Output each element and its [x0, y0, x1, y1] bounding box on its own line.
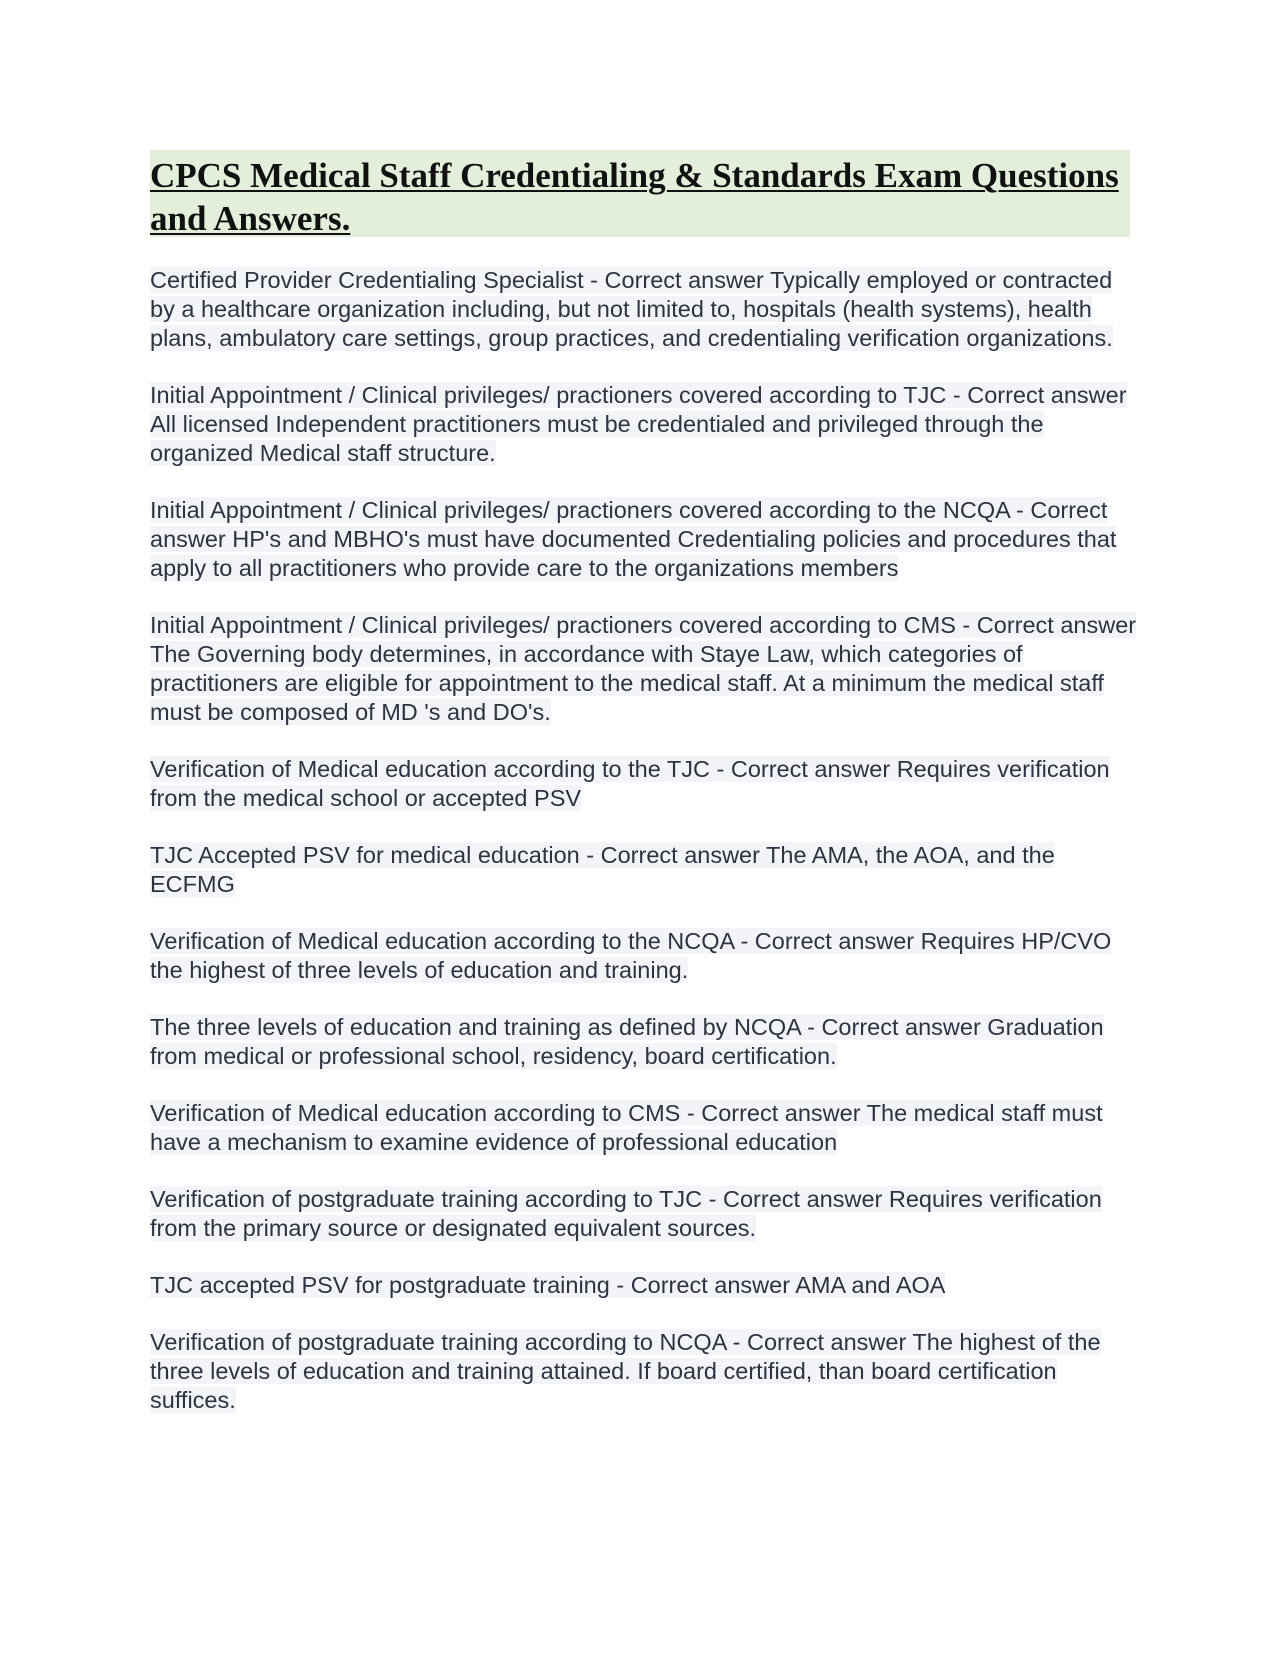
- qa-item: [150, 1328, 1140, 1415]
- qa-text: Certified Provider Credentialing Specialist - Correct answer Typically employed or contracted by a healthcare organization including, but not limited to, hospitals (health systems), health plans, ambulatory care settings, group practices, and credentialing verification organizations.: [150, 267, 1113, 351]
- qa-item: [150, 841, 1140, 899]
- qa-text: Initial Appointment / Clinical privileges/ practioners covered according to TJC - Correct answer All licensed Independent practitioners must be credentialed and privileged through the organized Medical staff structure.: [150, 382, 1127, 466]
- qa-item: [150, 1099, 1140, 1157]
- qa-text: Verification of postgraduate training according to TJC - Correct answer Requires verification from the primary source or designated equivalent sources.: [150, 1186, 1102, 1241]
- qa-item: [150, 611, 1140, 727]
- qa-item: [150, 381, 1140, 468]
- qa-text: Initial Appointment / Clinical privileges/ practioners covered according to the NCQA - Correct answer HP's and MBHO's must have documented Credentialing policies and procedures that apply to all practitioners who provide care to the organizations members: [150, 497, 1117, 581]
- qa-text: Verification of Medical education according to CMS - Correct answer The medical staff must have a mechanism to examine evidence of professional education: [150, 1100, 1103, 1155]
- qa-text: Verification of Medical education according to the NCQA - Correct answer Requires HP/CVO the highest of three levels of education and training.: [150, 928, 1112, 983]
- qa-item: [150, 496, 1140, 583]
- qa-item: [150, 1013, 1140, 1071]
- qa-item: [150, 755, 1140, 813]
- qa-item: [150, 1185, 1140, 1243]
- qa-text: The three levels of education and training as defined by NCQA - Correct answer Graduation from medical or professional school, residency, board certification.: [150, 1014, 1104, 1069]
- qa-item: [150, 266, 1140, 353]
- qa-item: [150, 1271, 1140, 1300]
- qa-text: Verification of Medical education according to the TJC - Correct answer Requires verification from the medical school or accepted PSV: [150, 756, 1110, 811]
- qa-text: TJC accepted PSV for postgraduate training - Correct answer AMA and AOA: [150, 1272, 946, 1298]
- document-title: CPCS Medical Staff Credentialing & Standards Exam Questions and Answers.: [150, 156, 1119, 238]
- qa-item: [150, 927, 1140, 985]
- qa-text: TJC Accepted PSV for medical education - Correct answer The AMA, the AOA, and the ECFMG: [150, 842, 1055, 897]
- qa-text: Verification of postgraduate training according to NCQA - Correct answer The highest of the three levels of education and training attained. If board certified, than board certification suffices.: [150, 1329, 1101, 1413]
- title-highlight: [150, 150, 1130, 237]
- qa-list: [150, 266, 1140, 1443]
- qa-text: Initial Appointment / Clinical privileges/ practioners covered according to CMS - Correct answer The Governing body determines, in accordance with Staye Law, which categories of practitioners are eligible for appointment to the medical staff. At a minimum the medical staff must be composed of MD 's and DO's.: [150, 612, 1137, 725]
